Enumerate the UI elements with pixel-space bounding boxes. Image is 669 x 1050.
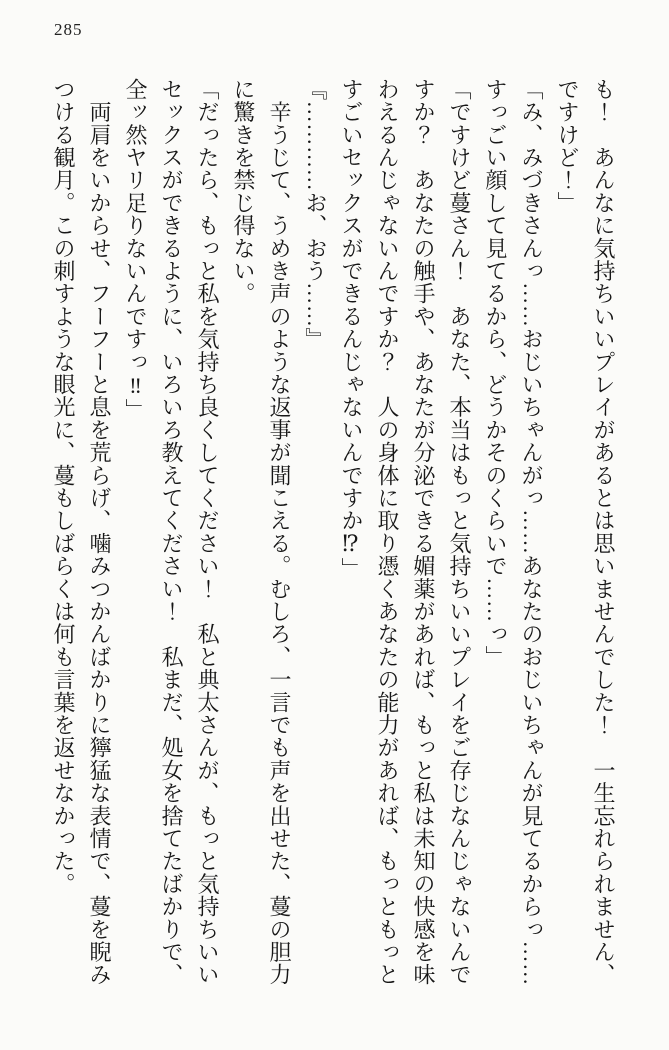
text-line: 辛うじて、うめき声のような返事が聞こえる。むしろ、一言でも声を出せた、蔓の胆力 xyxy=(267,78,292,986)
text-line: に驚きを禁じ得ない。 xyxy=(231,78,256,305)
text-line: 全ッ然ヤリ足りないんですっ‼」 xyxy=(123,78,148,422)
text-line: すっごい顔して見てるから、どうかそのくらいで……っ」 xyxy=(483,78,508,669)
text-line: 「だったら、もっと私を気持ち良くしてください！ 私と典太さんが、もっと気持ちいい xyxy=(195,78,220,986)
text-line: すか？ あなたの触手や、あなたが分泌できる媚薬があれば、もっと私は未知の快感を味 xyxy=(411,78,436,986)
text-line: 両肩をいからせ、フーフーと息を荒らげ、噛みつかんばかりに獰猛な表情で、蔓を睨み xyxy=(87,78,112,986)
page-number: 285 xyxy=(54,20,83,39)
text-line: も！ あんなに気持ちいいプレイがあるとは思いませんでした！ 一生忘れられません、 xyxy=(591,78,616,986)
text-line: 「み、みづきさんっ……おじいちゃんがっ……あなたのおじいちゃんが見てるからっ…… xyxy=(519,78,544,986)
text-line: すごいセックスができるんじゃないんですか⁉」 xyxy=(339,78,364,581)
text-line: つける観月。この刺すような眼光に、蔓もしばらくは何も言葉を返せなかった。 xyxy=(51,78,76,896)
page-text xyxy=(41,78,621,986)
text-line: 『…………お、おう……』 xyxy=(303,78,328,351)
text-line: わえるんじゃないんですか？ 人の身体に取り憑くあなたの能力があれば、もっともっと xyxy=(375,78,400,986)
text-line: ですけど！」 xyxy=(555,78,580,215)
text-line: 「ですけど蔓さん！ あなた、本当はもっと気持ちいいプレイをご存じなんじゃないんで xyxy=(447,78,472,986)
text-line: セックスができるように、いろいろ教えてください！ 私まだ、処女を捨てたばかりで、 xyxy=(159,78,184,986)
